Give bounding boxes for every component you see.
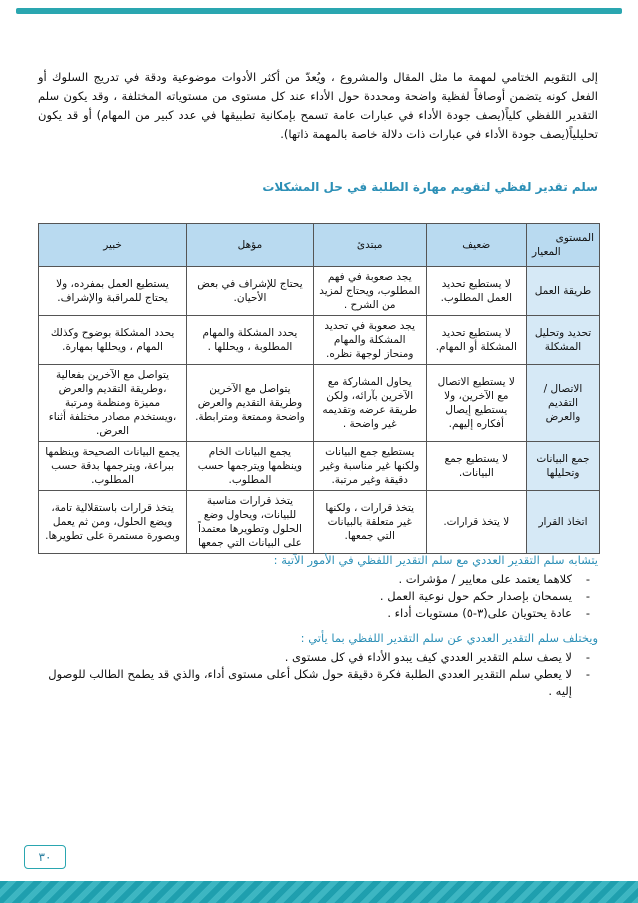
criterion-cell: طريقة العمل <box>527 267 600 316</box>
table-cell: يتخذ قرارات ، ولكنها غير متعلقة بالبيانات التي جمعها. <box>313 491 426 554</box>
list-item: - لا يعطي سلم التقدير العددي الطلبة فكرة دقيقة حول شكل أعلى مستوى أداء، والذي قد يطمح الطالب للوصول إليه . <box>38 666 572 700</box>
similarities-section <box>38 552 598 622</box>
table-cell: لا يتخذ قرارات. <box>426 491 526 554</box>
table-cell: يجد صعوبة في فهم المطلوب، ويحتاج لمزيد من الشرح . <box>313 267 426 316</box>
rubric-table <box>38 223 600 554</box>
list-item: - عادة يحتويان على(٣-٥) مستويات أداء . <box>38 605 572 622</box>
table-cell: لا يستطيع الاتصال مع الآخرين، ولا يستطيع إيصال أفكاره إليهم. <box>426 365 526 442</box>
level-header: مبتدئ <box>313 224 426 267</box>
similarities-heading: يتشابه سلم التقدير العددي مع سلم التقدير اللفظي في الأمور الآتية : <box>273 553 598 567</box>
differences-section <box>38 630 598 700</box>
table-row <box>39 365 600 442</box>
bottom-decorative-band <box>0 881 638 903</box>
corner-level-label: المستوى <box>555 232 594 244</box>
level-header: مؤهل <box>187 224 314 267</box>
table-cell: يتخذ قرارات مناسبة للبيانات، ويحاول وضع الحلول وتطويرها معتمداً على البيانات التي جمعها <box>187 491 314 554</box>
page-number: ٣٠ <box>24 845 66 869</box>
table-header-row <box>39 224 600 267</box>
table-cell: يتواصل مع الآخرين بفعالية ،وطريقة التقديم والعرض مميزة ومنظمة ومرتبة ،ويستخدم مصادر مختلفة أثناء العرض. <box>39 365 187 442</box>
differences-list <box>38 649 598 700</box>
table-cell: لا يستطيع تحديد المشكلة أو المهام. <box>426 316 526 365</box>
table-cell: يجمع البيانات الخام وينظمها ويترجمها حسب المطلوب. <box>187 442 314 491</box>
list-item: - يسمحان بإصدار حكم حول نوعية العمل . <box>38 588 572 605</box>
intro-text: إلى التقويم الختامي لمهمة ما مثل المقال والمشروع ، ويُعدّ من أكثر الأدوات موضوعية ودقة في تدريج السلوك أو الفعل كونه يتضمن أوصافاً لفظية واضحة ومحددة حول الأداء عند كل مستوى من مستوياته المختلفة ، وقد يكون سلم التقدير اللفظي كلياً(يصف جودة الأداء في عبارات عامة تسمح بإمكانية تطبيقها في عدد كبير من المهام) أو قد يكون تحليلياً(يصف جودة الأداء في عبارات ذات دلالة خاصة بالمهمة ذاتها). <box>38 70 598 141</box>
table-cell: يحدد المشكلة والمهام المطلوبة ، ويحللها . <box>187 316 314 365</box>
table-cell: لا يستطيع جمع البيانات. <box>426 442 526 491</box>
section-title: سلم تقدير لفظي لتقويم مهارة الطلبة في حل المشكلات <box>262 180 598 194</box>
table-cell: يحتاج للإشراف في بعض الأحيان. <box>187 267 314 316</box>
top-border <box>16 8 622 14</box>
corner-criterion-label: المعيار <box>532 246 561 258</box>
table-cell: يجمع البيانات الصحيحة وينظمها ببراعة، ويترجمها بدقة حسب المطلوب. <box>39 442 187 491</box>
similarities-list <box>38 571 598 622</box>
table-row <box>39 316 600 365</box>
table-cell: يتخذ قرارات باستقلالية تامة، ويضع الحلول، ومن ثم يعمل وبصورة مستمرة على تطويرها. <box>39 491 187 554</box>
table-cell: يحاول المشاركة مع الآخرين بآرائه، ولكن طريقة عرضه وتقديمه غير واضحة . <box>313 365 426 442</box>
table-cell: يتواصل مع الآخرين وطريقة التقديم والعرض واضحة وممتعة ومترابطة. <box>187 365 314 442</box>
differences-heading: ويختلف سلم التقدير العددي عن سلم التقدير اللفظي بما يأتي : <box>300 631 598 645</box>
criterion-cell: اتخاذ القرار <box>527 491 600 554</box>
criterion-cell: الاتصال / التقديم والعرض <box>527 365 600 442</box>
table-row <box>39 442 600 491</box>
table-cell: يحدد المشكلة بوضوح وكذلك المهام ، ويحللها بمهارة. <box>39 316 187 365</box>
intro-paragraph <box>38 68 598 144</box>
table-cell: يستطيع جمع البيانات ولكنها غير مناسبة وغير دقيقة وغير مرتبة. <box>313 442 426 491</box>
table-cell: يجد صعوبة في تحديد المشكلة والمهام ومنحاز لوجهة نظره. <box>313 316 426 365</box>
corner-cell <box>527 224 600 267</box>
table-cell: لا يستطيع تحديد العمل المطلوب. <box>426 267 526 316</box>
table-row <box>39 491 600 554</box>
criterion-cell: تحديد وتحليل المشكلة <box>527 316 600 365</box>
table-cell: يستطيع العمل بمفرده، ولا يحتاج للمراقبة والإشراف. <box>39 267 187 316</box>
list-item: - لا يصف سلم التقدير العددي كيف يبدو الأداء في كل مستوى . <box>38 649 572 666</box>
level-header: خبير <box>39 224 187 267</box>
table-row <box>39 267 600 316</box>
criterion-cell: جمع البيانات وتحليلها <box>527 442 600 491</box>
level-header: ضعيف <box>426 224 526 267</box>
list-item: - كلاهما يعتمد على معايير / مؤشرات . <box>38 571 572 588</box>
